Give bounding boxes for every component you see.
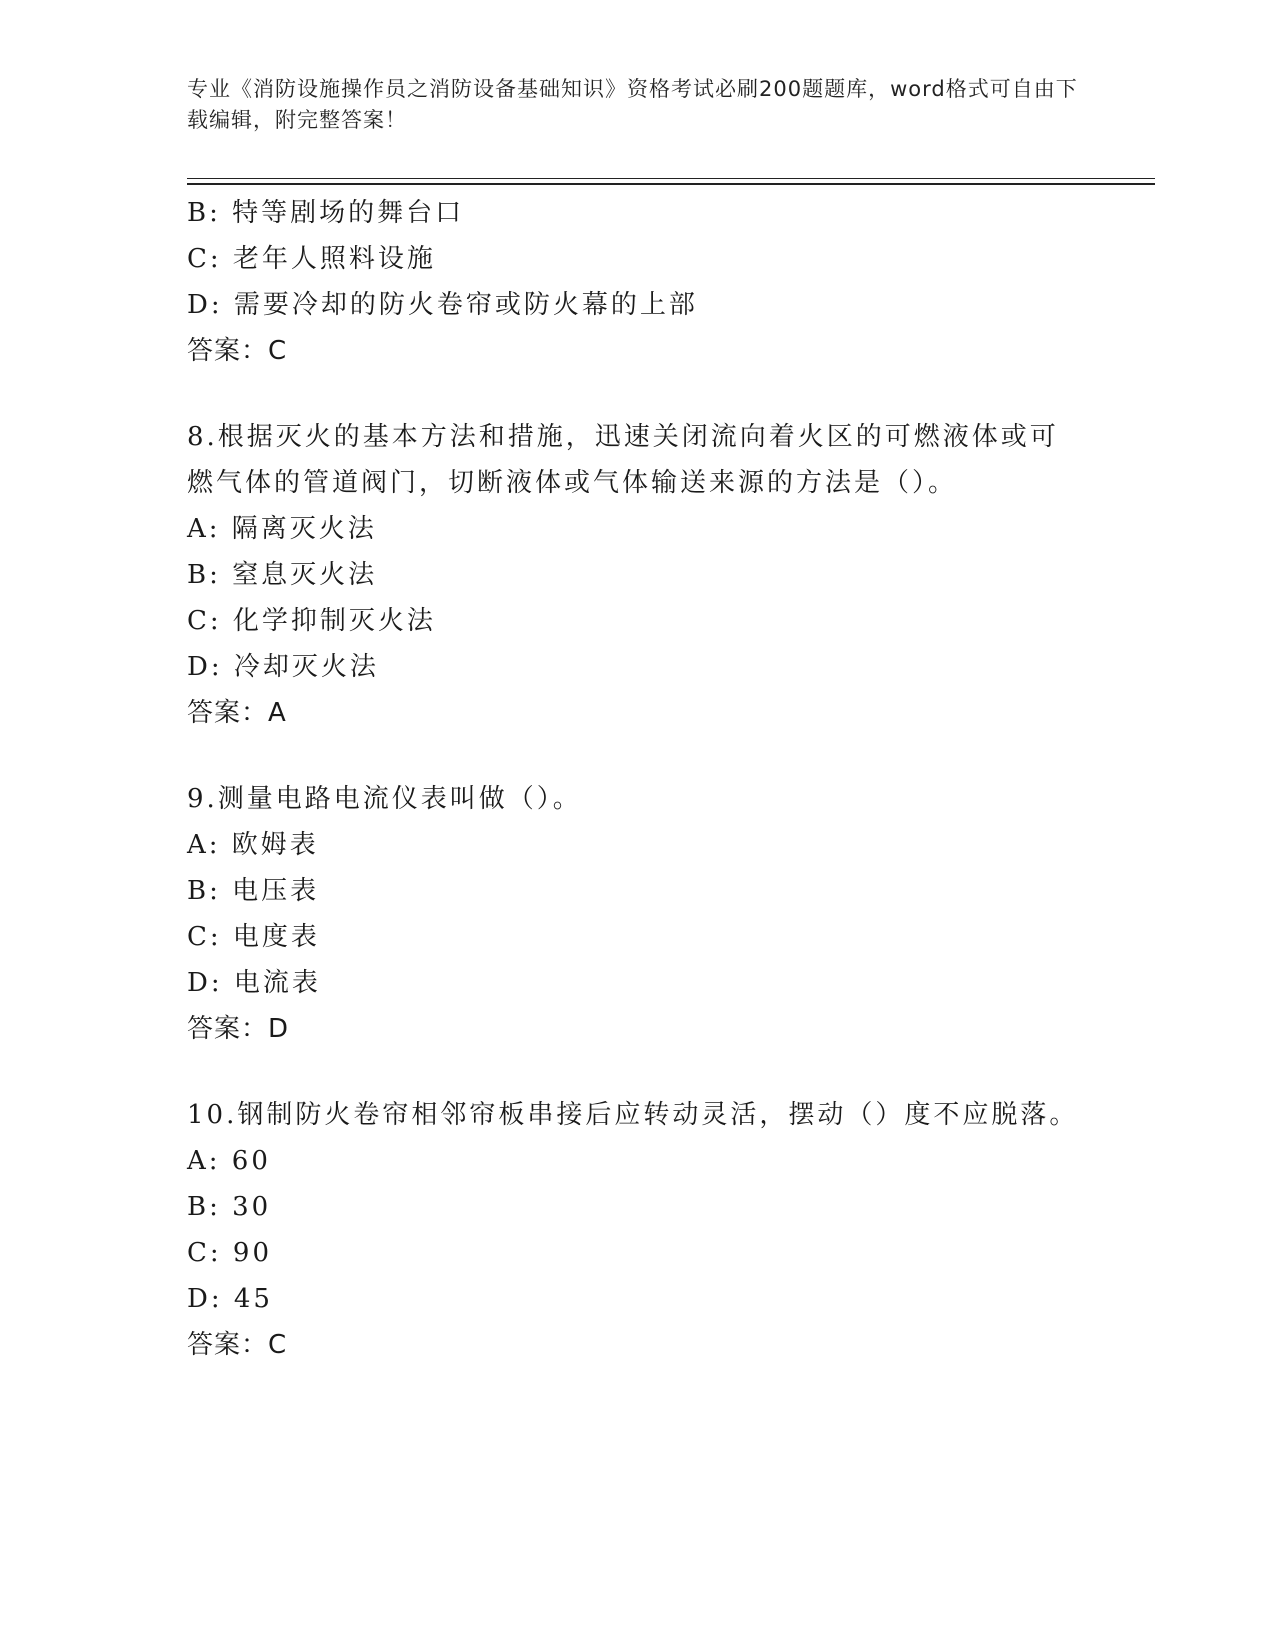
- answer: 答案：C: [187, 336, 288, 366]
- option-d: D: 电流表: [187, 968, 321, 998]
- option-a: A: 欧姆表: [187, 830, 319, 860]
- option-a: A: 隔离灭火法: [187, 514, 377, 544]
- question-stem-continued: 燃气体的管道阀门，切断液体或气体输送来源的方法是（）。: [187, 468, 958, 498]
- header-rule-thin: [187, 178, 1155, 179]
- option-d: D: 需要冷却的防火卷帘或防火幕的上部: [187, 290, 698, 320]
- header-rule-thick: [187, 183, 1155, 185]
- answer: 答案：A: [187, 698, 287, 728]
- option-c: C: 化学抑制灭火法: [187, 606, 436, 636]
- question-7-tail: [187, 190, 1087, 374]
- option-b: B: 特等剧场的舞台口: [187, 198, 465, 228]
- option-c: C: 电度表: [187, 922, 320, 952]
- option-d: D: 45: [187, 1284, 273, 1314]
- option-b: B: 电压表: [187, 876, 320, 906]
- answer: 答案：C: [187, 1330, 288, 1360]
- question-stem: 8.根据灭火的基本方法和措施，迅速关闭流向着火区的可燃液体或可: [187, 422, 1059, 452]
- option-a: A: 60: [187, 1146, 271, 1176]
- answer: 答案：D: [187, 1014, 290, 1044]
- question-9: [187, 776, 1087, 1052]
- question-stem: 10.钢制防火卷帘相邻帘板串接后应转动灵活，摆动（）度不应脱落。: [187, 1100, 1079, 1130]
- question-stem: 9.测量电路电流仪表叫做（）。: [187, 784, 582, 814]
- option-d: D: 冷却灭火法: [187, 652, 379, 682]
- option-c: C: 老年人照料设施: [187, 244, 436, 274]
- question-8: [187, 414, 1087, 736]
- option-b: B: 窒息灭火法: [187, 560, 378, 590]
- option-b: B: 30: [187, 1192, 272, 1222]
- question-list: [187, 190, 1087, 1368]
- question-10: [187, 1092, 1087, 1368]
- document-header: 专业《消防设施操作员之消防设备基础知识》资格考试必刷200题题库，word格式可自由下载编辑，附完整答案！: [187, 77, 1078, 132]
- option-c: C: 90: [187, 1238, 273, 1268]
